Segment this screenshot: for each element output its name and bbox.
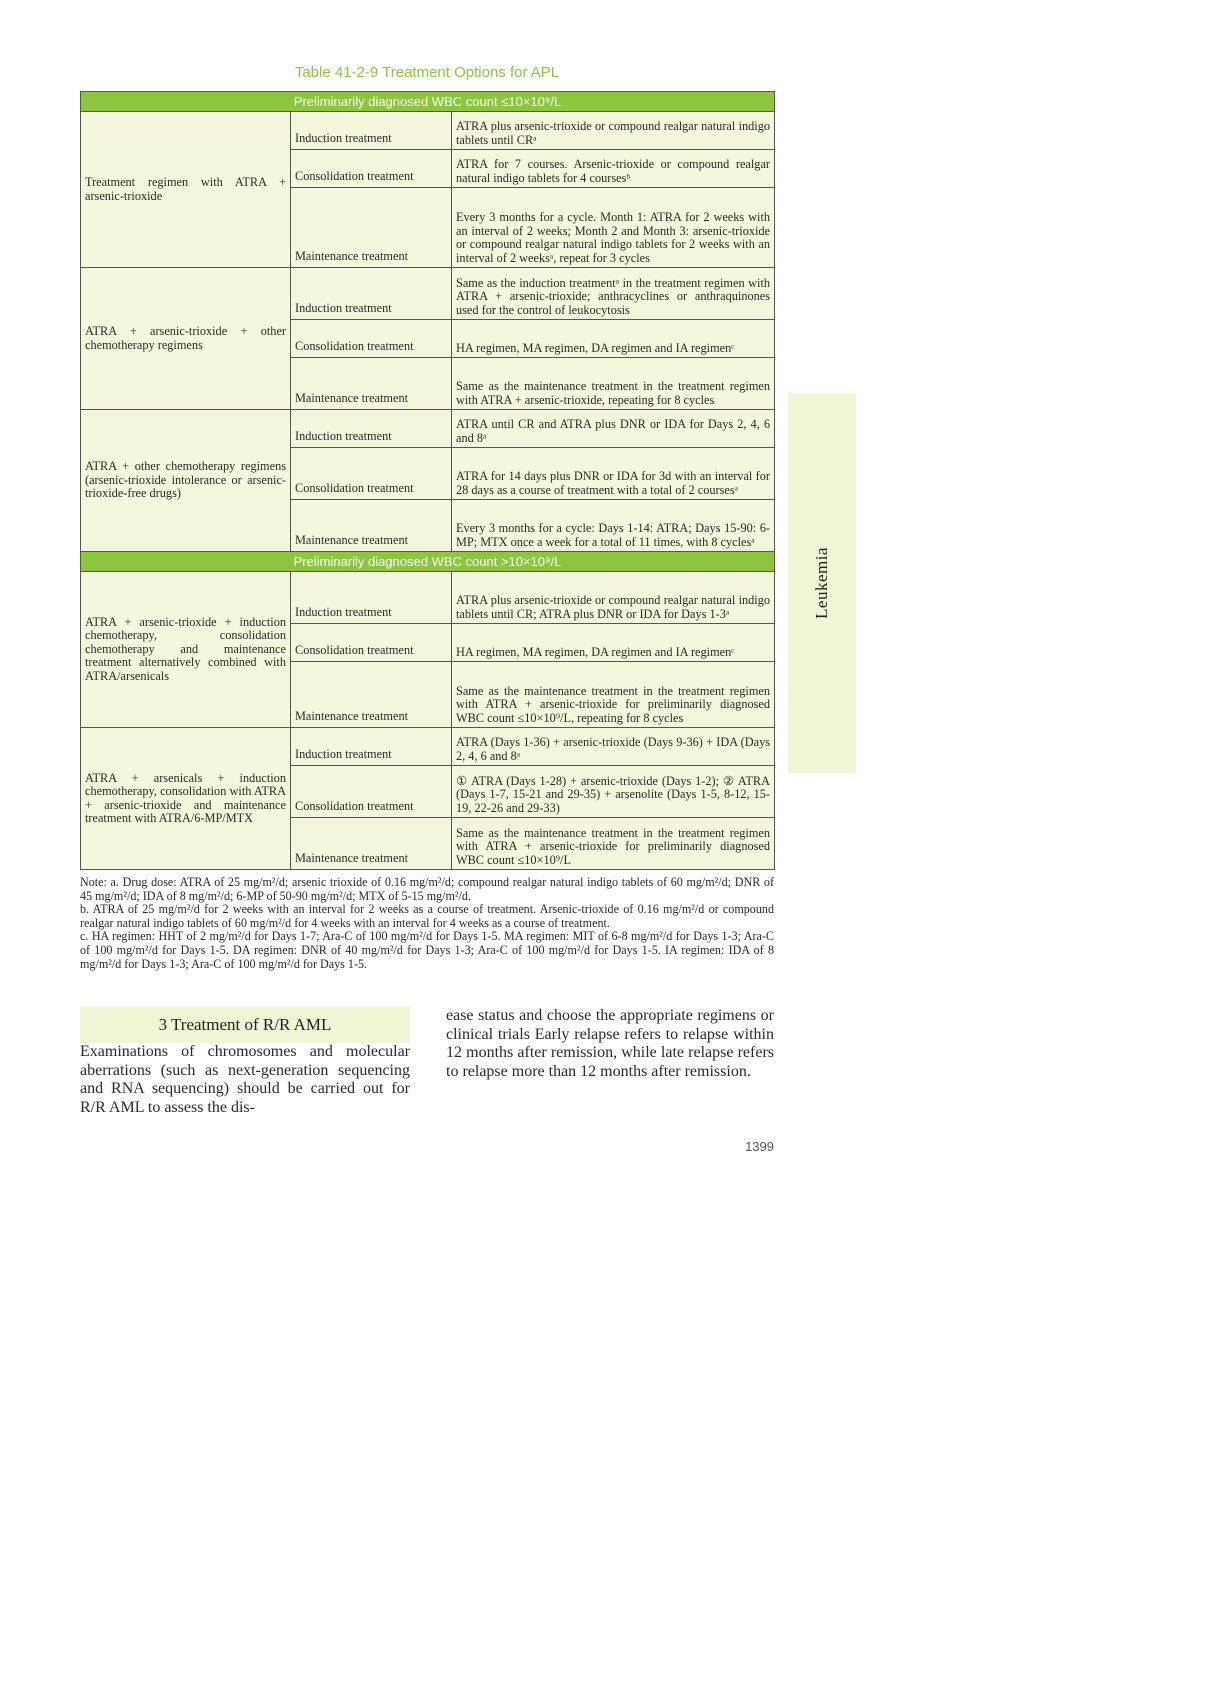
detail-cell: ① ATRA (Days 1-28) + arsenic-trioxide (Days 1-2); ② ATRA (Days 1-7, 15-21 and 29-35) + arsenolite (Days 1-5, 8-12, 15-19, 22-26 and 29-33) <box>452 766 775 818</box>
detail-cell: Every 3 months for a cycle: Days 1-14: ATRA; Days 15-90: 6-MP; MTX once a week for a total of 11 times, with 8 cyclesᵃ <box>452 500 775 552</box>
table-row <box>81 112 775 150</box>
regimen-cell: ATRA + arsenicals + induction chemotherapy, consolidation with ATRA + arsenic-trioxide and maintenance treatment with ATRA/6-MP/MTX <box>81 728 291 870</box>
body-paragraph: ease status and choose the appropriate regimens or clinical trials Early relapse refers to relapse within 12 months after remission, while late relapse refers to relapse more than 12 months after remission. <box>446 1007 774 1080</box>
detail-cell: ATRA for 14 days plus DNR or IDA for 3d with an interval for 28 days as a course of treatment with a total of 2 coursesᵃ <box>452 448 775 500</box>
stage-cell: Consolidation treatment <box>291 624 452 662</box>
page-title: Table 41-2-9 Treatment Options for APL <box>294 64 560 81</box>
treatment-options-table <box>80 91 775 870</box>
stage-cell: Consolidation treatment <box>291 150 452 188</box>
stage-cell: Maintenance treatment <box>291 500 452 552</box>
stage-cell: Maintenance treatment <box>291 662 452 728</box>
detail-cell: ATRA plus arsenic-trioxide or compound realgar natural indigo tablets until CRᵃ <box>452 112 775 150</box>
body-column-left <box>80 1043 410 1117</box>
stage-cell: Induction treatment <box>291 728 452 766</box>
table-notes <box>80 876 774 971</box>
detail-cell: Same as the maintenance treatment in the treatment regimen with ATRA + arsenic-trioxide for preliminarily diagnosed WBC count ≤10×10⁹/L, repeating for 8 cycles <box>452 662 775 728</box>
stage-cell: Induction treatment <box>291 268 452 320</box>
regimen-cell: ATRA + arsenic-trioxide + induction chemotherapy, consolidation chemotherapy and maintenance treatment alternatively combined with ATRA/arsenicals <box>81 572 291 728</box>
detail-cell: Every 3 months for a cycle. Month 1: ATRA for 2 weeks with an interval of 2 weeks; Month 2 and Month 3: arsenic-trioxide or compound realgar natural indigo tablets for 2 weeks with an interval of 2 weeksᵃ, repeat for 3 cycles <box>452 188 775 268</box>
note-c: c. HA regimen: HHT of 2 mg/m²/d for Days 1-7; Ara-C of 100 mg/m²/d for Days 1-5. MA regimen: MIT of 6-8 mg/m²/d for Days 1-3; Ara-C of 100 mg/m²/d for Days 1-5. DA regimen: DNR of 40 mg/m²/d for Days 1-3; Ara-C of 100 mg/m²/d for Days 1-5. IA regimen: IDA of 8 mg/m²/d for Days 1-3; Ara-C of 100 mg/m²/d for Days 1-5. <box>80 929 774 971</box>
detail-cell: ATRA for 7 courses. Arsenic-trioxide or compound realgar natural indigo tablets for 4 coursesᵇ <box>452 150 775 188</box>
chapter-side-tab-label: Leukemia <box>812 547 831 619</box>
stage-cell: Induction treatment <box>291 572 452 624</box>
detail-cell: Same as the induction treatmentᵃ in the treatment regimen with ATRA + arsenic-trioxide; anthracyclines or anthraquinones used for the control of leukocytosis <box>452 268 775 320</box>
detail-cell: ATRA (Days 1-36) + arsenic-trioxide (Days 9-36) + IDA (Days 2, 4, 6 and 8ᵃ <box>452 728 775 766</box>
detail-cell: HA regimen, MA regimen, DA regimen and IA regimenᶜ <box>452 320 775 358</box>
table-row <box>81 572 775 624</box>
detail-cell: Same as the maintenance treatment in the treatment regimen with ATRA + arsenic-trioxide, repeating for 8 cycles <box>452 358 775 410</box>
stage-cell: Maintenance treatment <box>291 818 452 870</box>
detail-cell: HA regimen, MA regimen, DA regimen and IA regimenᶜ <box>452 624 775 662</box>
detail-cell: ATRA plus arsenic-trioxide or compound realgar natural indigo tablets until CR; ATRA plus DNR or IDA for Days 1-3ᵃ <box>452 572 775 624</box>
table-row <box>81 268 775 320</box>
regimen-cell: Treatment regimen with ATRA + arsenic-trioxide <box>81 112 291 268</box>
note-a: Note: a. Drug dose: ATRA of 25 mg/m²/d; arsenic trioxide of 0.16 mg/m²/d; compound realgar natural indigo tablets of 60 mg/m²/d; DNR of 45 mg/m²/d; IDA of 8 mg/m²/d; 6-MP of 50-90 mg/m²/d; MTX of 5-15 mg/m²/d. <box>80 875 774 903</box>
detail-cell: ATRA until CR and ATRA plus DNR or IDA for Days 2, 4, 6 and 8ᵃ <box>452 410 775 448</box>
section-header-label: Preliminarily diagnosed WBC count >10×10⁹/L <box>81 552 775 572</box>
page-number: 1399 <box>745 1139 774 1154</box>
stage-cell: Maintenance treatment <box>291 358 452 410</box>
section-header-label: Preliminarily diagnosed WBC count ≤10×10⁹/L <box>81 92 775 112</box>
table-row <box>81 410 775 448</box>
stage-cell: Consolidation treatment <box>291 766 452 818</box>
regimen-cell: ATRA + arsenic-trioxide + other chemotherapy regimens <box>81 268 291 410</box>
stage-cell: Maintenance treatment <box>291 188 452 268</box>
body-column-right <box>446 1007 774 1081</box>
body-paragraph: Examinations of chromosomes and molecular aberrations (such as next-generation sequencing and RNA sequencing) should be carried out for R/R AML to assess the dis- <box>80 1043 410 1116</box>
section-header-high-wbc <box>81 552 775 572</box>
section-header-low-wbc <box>81 92 775 112</box>
note-b: b. ATRA of 25 mg/m²/d for 2 weeks with an interval for 2 weeks as a course of treatment. Arsenic-trioxide of 0.16 mg/m²/d or compound realgar natural indigo tablets of 60 mg/m²/d for 4 weeks with an interval for 4 weeks as a course of treatment. <box>80 902 774 930</box>
stage-cell: Consolidation treatment <box>291 448 452 500</box>
stage-cell: Consolidation treatment <box>291 320 452 358</box>
stage-cell: Induction treatment <box>291 410 452 448</box>
table-row <box>81 728 775 766</box>
section-heading: 3 Treatment of R/R AML <box>80 1007 410 1043</box>
detail-cell: Same as the maintenance treatment in the treatment regimen with ATRA + arsenic-trioxide for preliminarily diagnosed WBC count ≤10×10⁹/L <box>452 818 775 870</box>
chapter-side-tab <box>788 393 856 773</box>
regimen-cell: ATRA + other chemotherapy regimens (arsenic-trioxide intolerance or arsenic-trioxide-free drugs) <box>81 410 291 552</box>
stage-cell: Induction treatment <box>291 112 452 150</box>
